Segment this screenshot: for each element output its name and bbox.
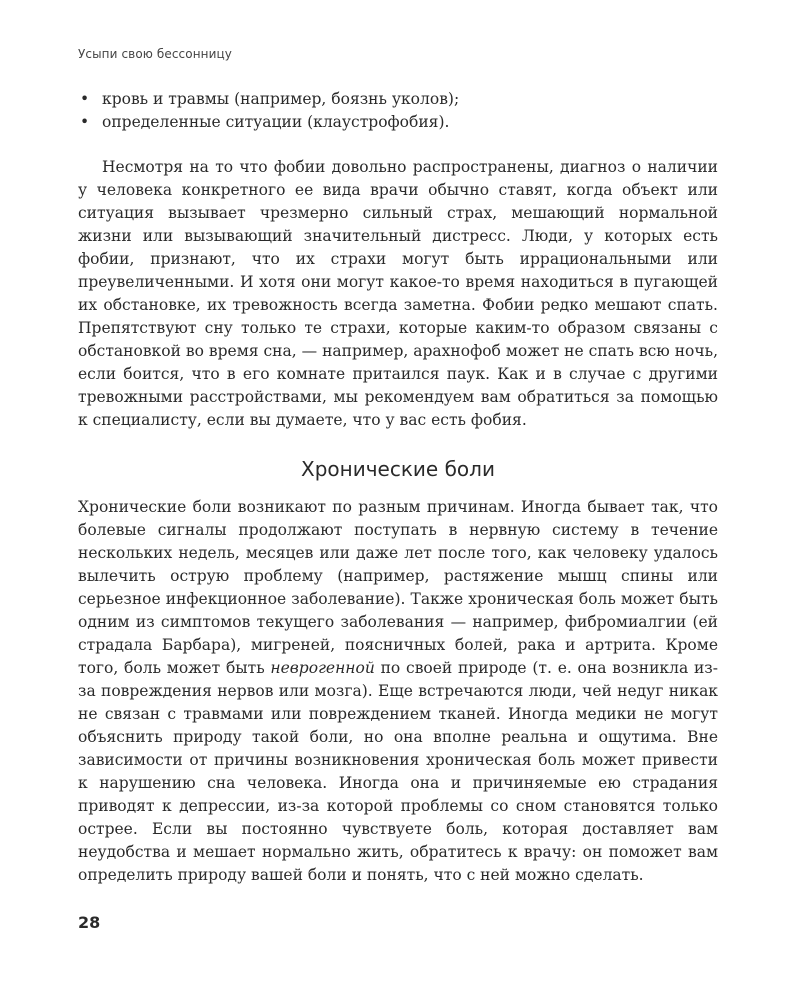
paragraph-chronic-pain [78, 496, 718, 887]
paragraph-text-part1: Хронические боли возникают по разным причинам. Иногда бывает так, что болевые сигналы продолжают поступать в нервную систему в течение нескольких недель, месяцев или даже лет после того, как человеку удалось вылечить острую проблему (например, растяжение мышц спины или серьезное инфекционное заболевание). Также хроническая боль может быть одним из симптомов текущего заболевания — например, фибромиалгии (ей страдала Барбара), мигреней, поясничных болей, рака и артрита. Кроме того, боль может быть [78, 498, 718, 677]
section-title: Хронические боли [301, 457, 495, 481]
bullet-list [78, 88, 718, 134]
paragraph-text-part2: по своей природе (т. е. она возникла из-за повреждения нервов или мозга). Еще встречаются люди, чей недуг никак не связан с травмами или повреждением тканей. Иногда медики не могут объяснить природу такой боли, но она вполне реальна и ощутима. Вне зависимости от причины возникновения хроническая боль может привести к нарушению сна человека. Иногда она и причиняемые ею страдания приводят к депрессии, из-за которой проблемы со сном становятся только острее. Если вы постоянно чувствуете боль, которая доставляет вам неудобства и мешает нормально жить, обратитесь к врачу: он поможет вам определить природу вашей боли и понять, что с ней можно сделать. [78, 659, 718, 884]
italic-term: неврогенной [270, 659, 375, 677]
page-content [78, 88, 718, 887]
list-item: • кровь и травмы (например, боязнь уколов); [78, 88, 718, 111]
page-number: 28 [78, 913, 101, 932]
running-head: Усыпи свою бессонницу [78, 47, 232, 61]
paragraph-phobias: Несмотря на то что фобии довольно распространены, диагноз о наличии у человека конкретного ее вида врачи обычно ставят, когда объект или ситуация вызывает чрезмерно сильный страх, мешающий нормальной жизни или вызывающий значительный дистресс. Люди, у которых есть фобии, признают, что их страхи могут быть иррациональными или преувеличенными. И хотя они могут какое-то время находиться в пугающей их обстановке, их тревожность всегда заметна. Фобии редко мешают спать. Препятствуют сну только те страхи, которые каким-то образом связаны с обстановкой во время сна, — например, арахнофоб может не спать всю ночь, если боится, что в его комнате притаился паук. Как и в случае с другими тревожными расстройствами, мы рекомендуем вам обратиться за помощью к специалисту, если вы думаете, что у вас есть фобия. [78, 158, 718, 429]
list-item: • определенные ситуации (клаустрофобия). [78, 111, 718, 134]
